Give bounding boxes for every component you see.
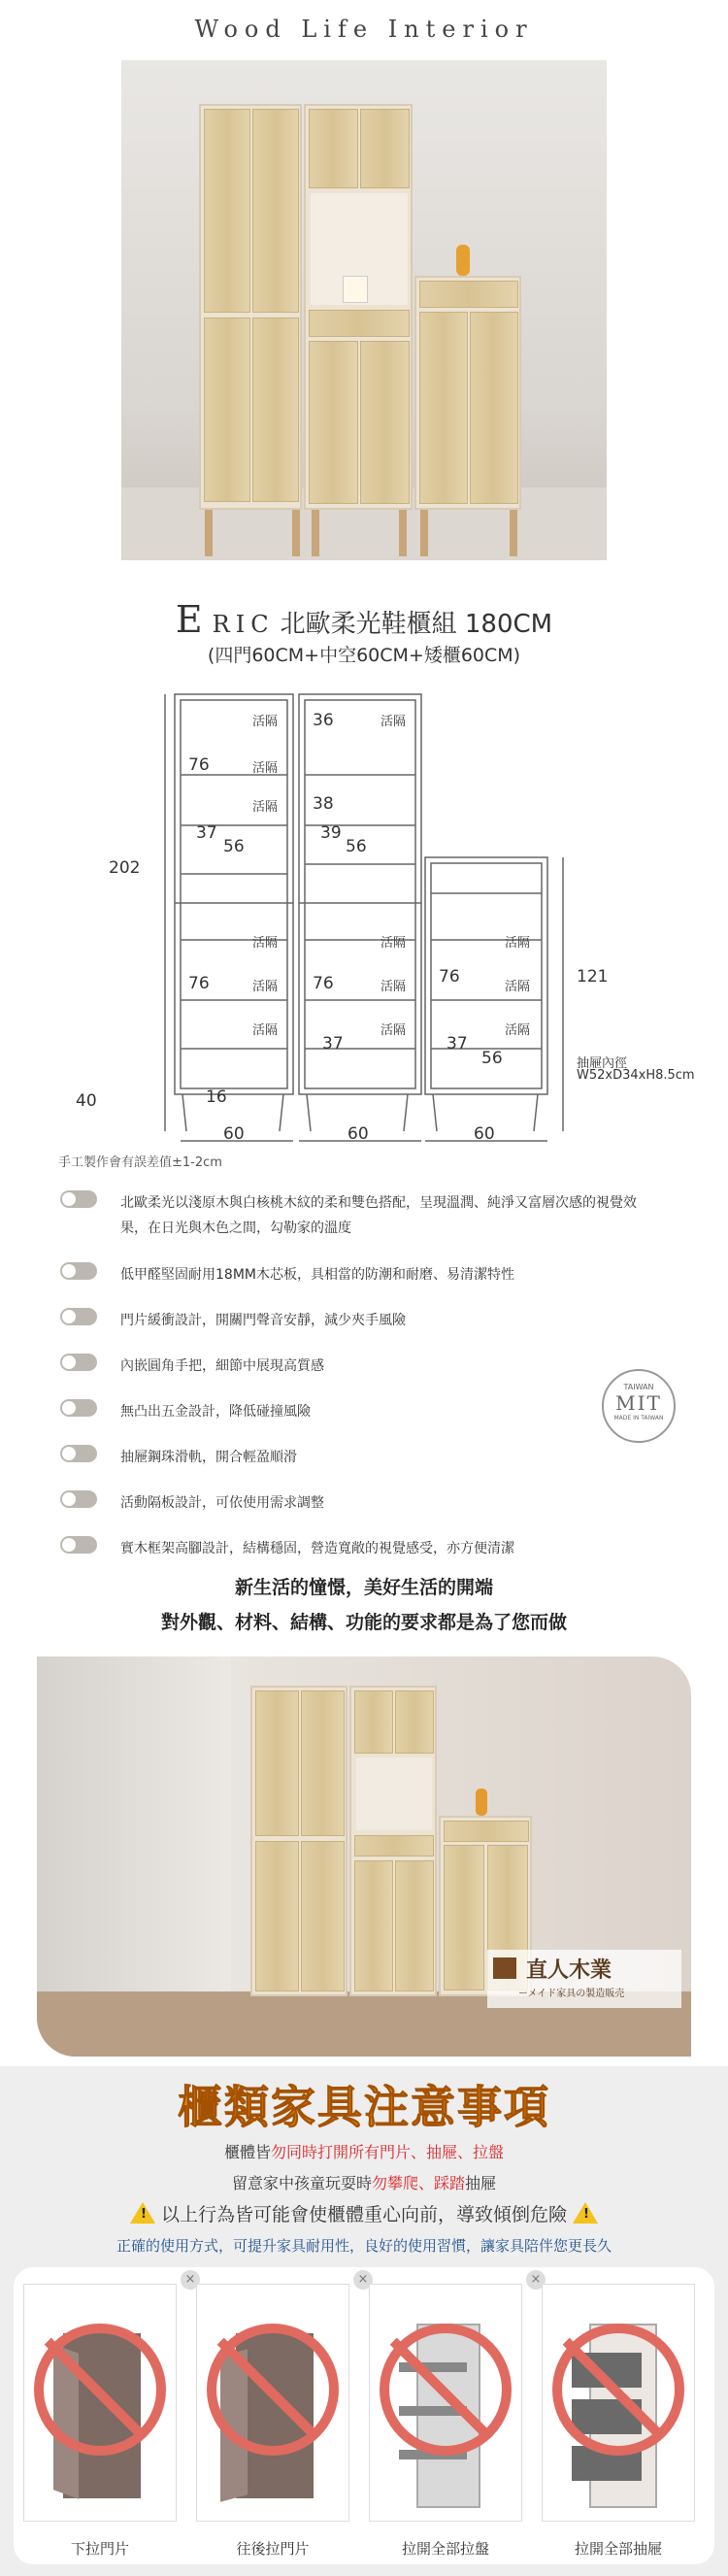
toggle-icon bbox=[60, 1354, 97, 1371]
feature-item: 活動隔板設計，可依使用需求調整 bbox=[60, 1490, 643, 1516]
feature-item: 無凸出五金設計，降低碰撞風險 bbox=[60, 1399, 643, 1424]
toggle-icon bbox=[60, 1399, 97, 1417]
prohibited-icon bbox=[207, 2324, 339, 2456]
product-subtitle: (四門60CM+中空60CM+矮櫃60CM) bbox=[207, 645, 521, 666]
tolerance-note: 手工製作會有誤差值±1-2cm bbox=[58, 1155, 222, 1170]
warning-panel-push-door bbox=[196, 2284, 349, 2522]
feature-item: 抽屜鋼珠滑軌，開合輕盈順滑 bbox=[60, 1445, 643, 1470]
feature-item: 北歐柔光以淺原木與白核桃木紋的柔和雙色搭配，呈現溫潤、純淨又富層次感的視覺效果，在日光與木色之間，勾勒家的溫度 bbox=[60, 1190, 643, 1241]
close-icon: × bbox=[353, 2270, 373, 2290]
warning-panel-pull-drawers bbox=[542, 2284, 695, 2522]
feature-item: 內嵌圓角手把，細節中展現高質感 bbox=[60, 1354, 643, 1379]
brand-header: Wood Life Interior bbox=[194, 16, 534, 43]
warning-panel-pull-trays bbox=[369, 2284, 522, 2522]
slogan-line-2: 對外觀、材料、結構、功能的要求都是為了您而做 bbox=[160, 1612, 567, 1633]
feature-item: 門片緩衝設計，開關門聲音安靜，減少夾手風險 bbox=[60, 1308, 643, 1333]
toggle-icon bbox=[60, 1490, 97, 1508]
slogan-line-1: 新生活的憧憬，美好生活的開端 bbox=[234, 1577, 493, 1598]
caption-pull-trays: 拉開全部拉盤 bbox=[401, 2540, 489, 2558]
warning-icon: ! bbox=[573, 2202, 598, 2224]
caption-pull-drawers: 拉開全部抽屜 bbox=[574, 2540, 662, 2558]
notice-line-2: 留意家中孩童玩耍時勿攀爬、踩踏抽屜 bbox=[231, 2174, 497, 2192]
toggle-icon bbox=[60, 1308, 97, 1325]
prohibited-icon bbox=[380, 2324, 512, 2456]
notice-line-4: 正確的使用方式，可提升家具耐用性，良好的使用習慣，讓家具陪伴您更長久 bbox=[116, 2237, 612, 2255]
toggle-icon bbox=[60, 1445, 97, 1462]
toggle-icon bbox=[60, 1190, 97, 1208]
mit-badge: TAIWAN MIT MADE IN TAIWAN bbox=[602, 1369, 676, 1443]
prohibited-icon bbox=[34, 2324, 166, 2456]
notice-title: 櫃類家具注意事項 bbox=[178, 2081, 550, 2133]
close-icon: × bbox=[526, 2270, 546, 2290]
toggle-icon bbox=[60, 1262, 97, 1280]
notice-line-1: 櫃體皆勿同時打開所有門片、抽屜、拉盤 bbox=[223, 2143, 505, 2161]
brand-badge: 直人木業 ーメイド家具の製造販売 bbox=[487, 1950, 681, 2008]
dimension-labels: 活隔 活隔 活隔 活隔 活隔 活隔 活隔 活隔 活隔 活隔 活隔 活隔 活隔 76 37 56 202 40 16 76 36 38 39 56 76 37 121 76 37 56 抽屜內徑 W52xD34xH8.5cm 60 60 60 bbox=[76, 711, 695, 1144]
caption-push-door: 往後拉門片 bbox=[236, 2540, 310, 2558]
warning-icon: ! bbox=[130, 2202, 155, 2224]
warning-panel-pull-door bbox=[23, 2284, 177, 2522]
prohibited-icon bbox=[552, 2324, 684, 2456]
caption-pull-door: 下拉門片 bbox=[70, 2540, 129, 2558]
toggle-icon bbox=[60, 1536, 97, 1554]
notice-line-3: ! 以上行為皆可能會使櫃體重心向前，導致傾倒危險 ! bbox=[0, 2200, 728, 2226]
product-title: ERIC 北歐柔光鞋櫃組 180CM bbox=[175, 598, 553, 641]
product-photo-top bbox=[121, 60, 607, 560]
feature-item: 低甲醛堅固耐用18MM木芯板，具相當的防潮和耐磨、易清潔特性 bbox=[60, 1262, 643, 1288]
close-icon: × bbox=[181, 2270, 200, 2290]
feature-item: 實木框架高腳設計，結構穩固，營造寬敞的視覺感受，亦方便清潔 bbox=[60, 1536, 643, 1561]
